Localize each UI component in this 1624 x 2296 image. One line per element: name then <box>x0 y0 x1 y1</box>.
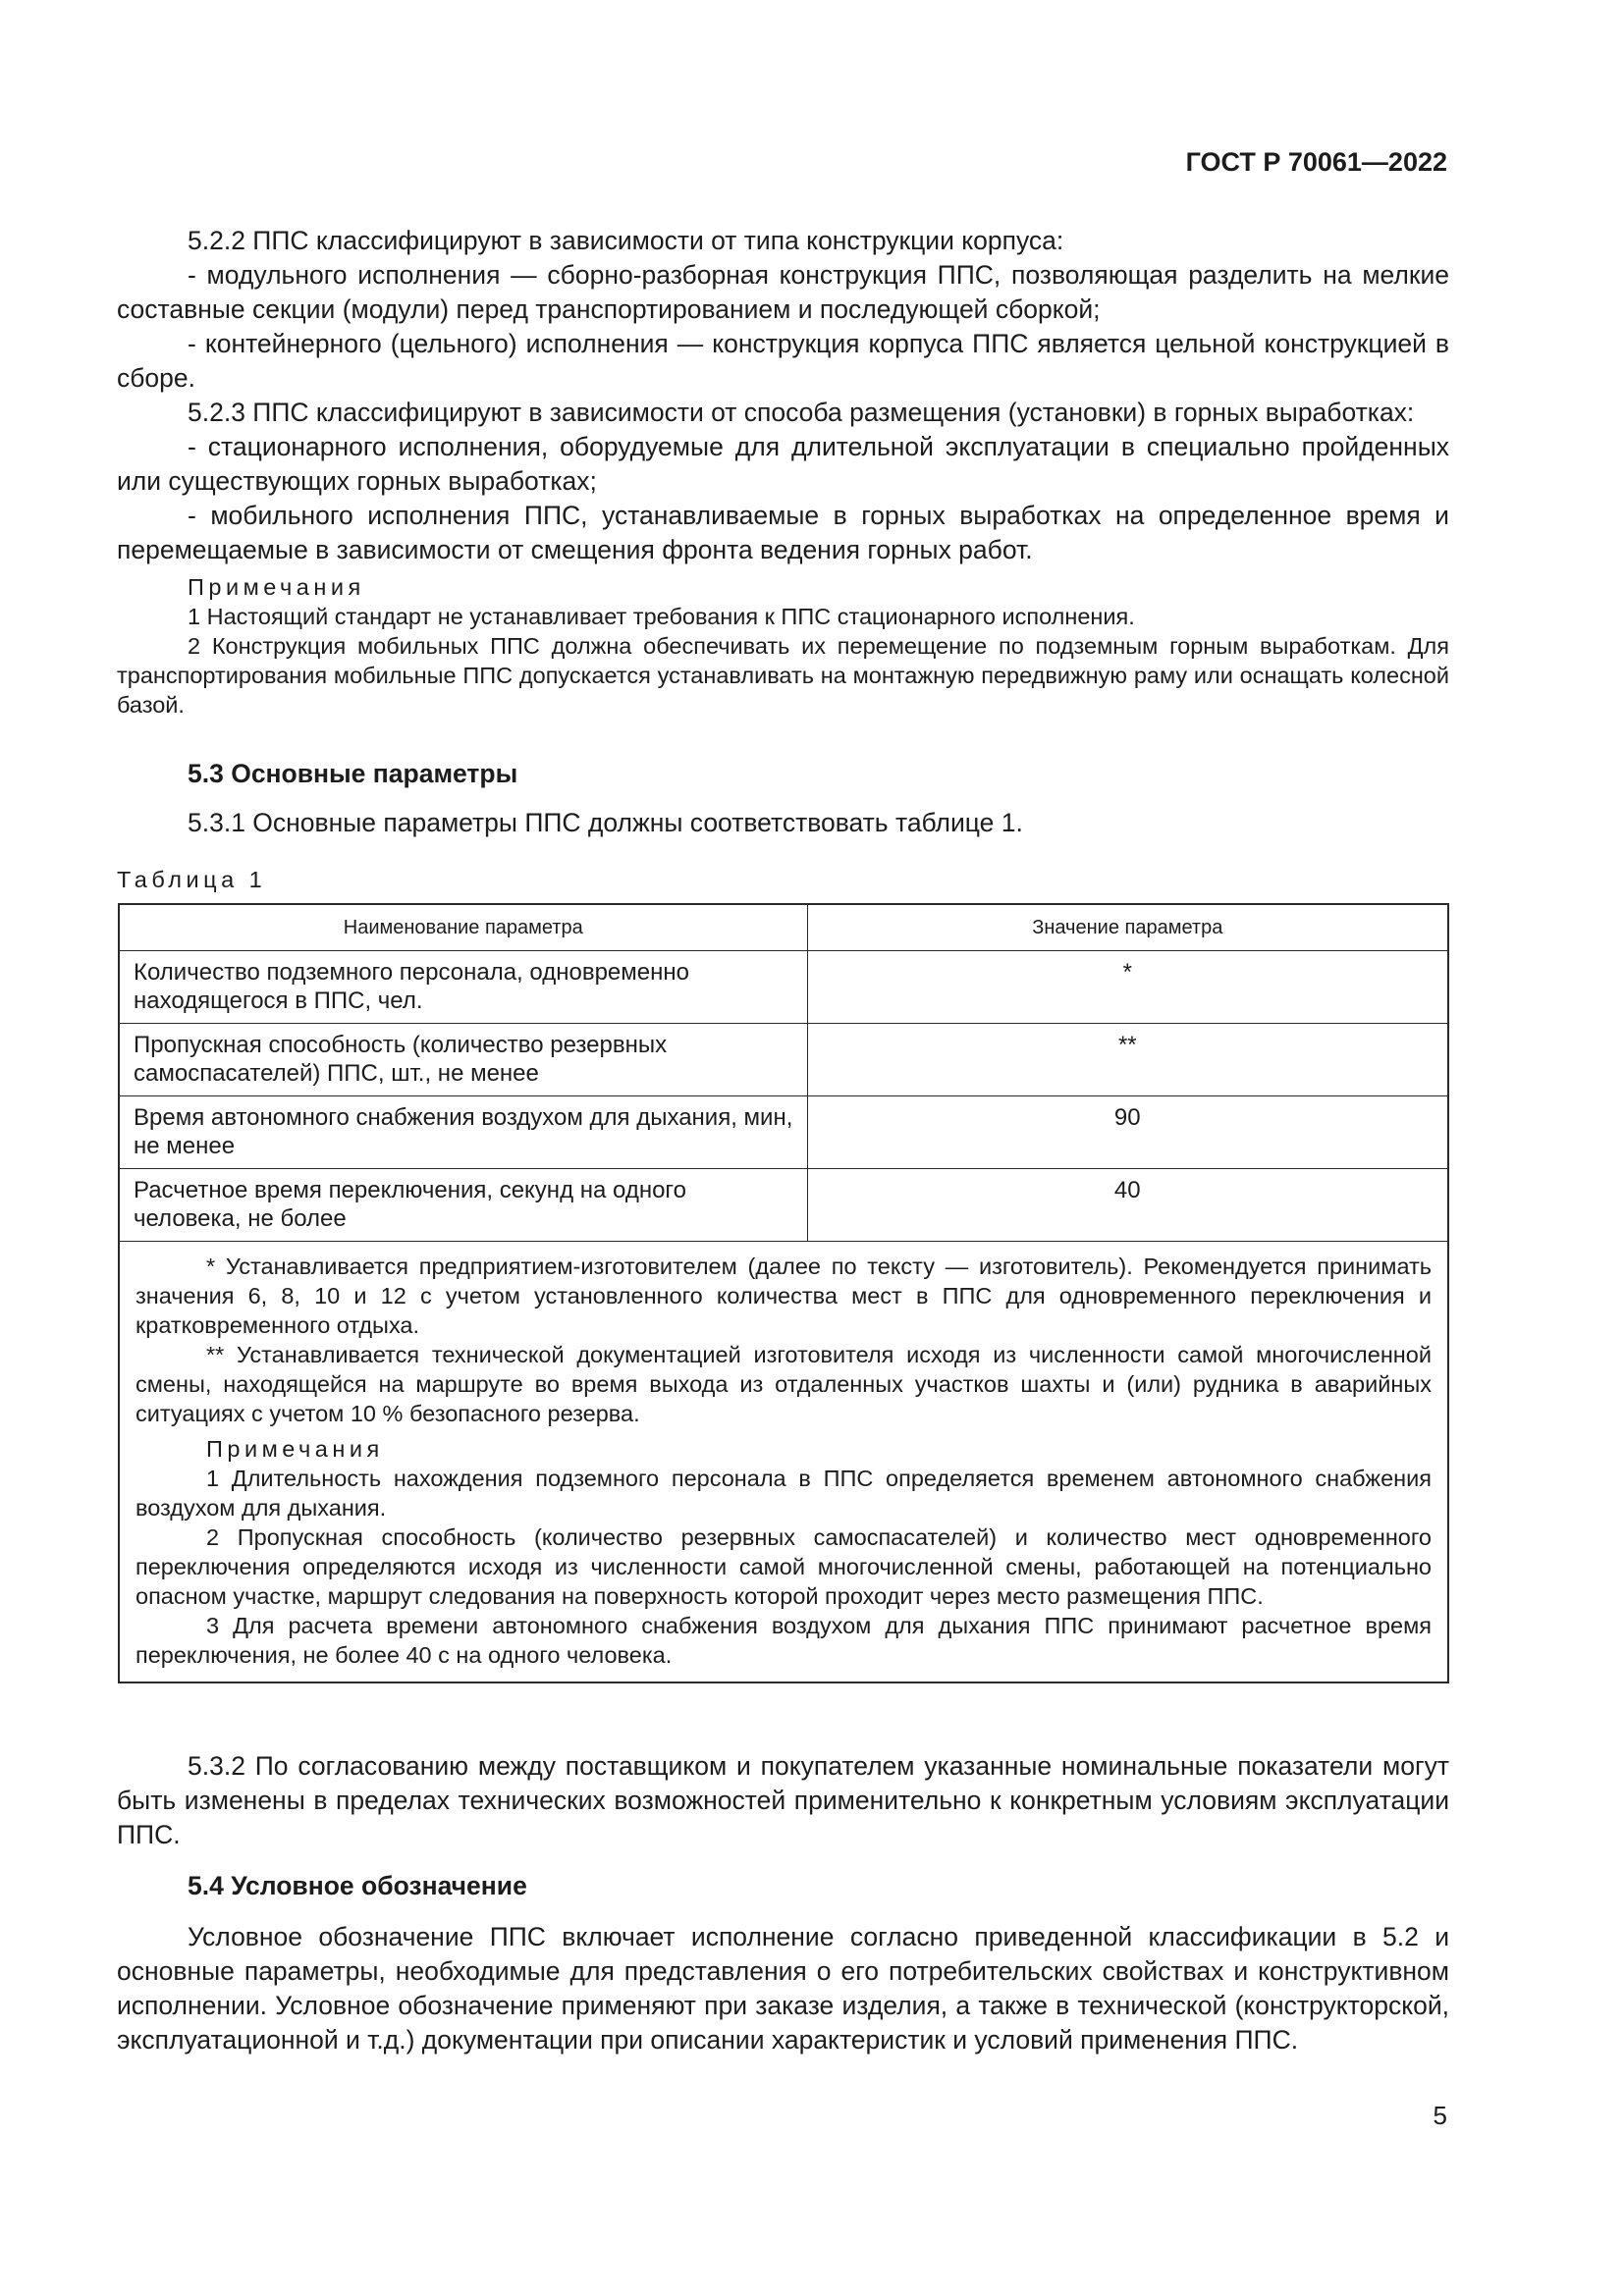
parameter-name-cell: Время автономного снабжения воздухом для дыхания, мин, не менее <box>119 1096 807 1169</box>
paragraph-5-2-3-intro: 5.2.3 ППС классифицируют в зависимости от способа размещения (установки) в горных выработках: <box>188 398 1415 427</box>
column-header-value: Значение параметра <box>807 904 1448 951</box>
parameter-value-cell: 90 <box>807 1096 1448 1169</box>
table-footnotes-cell <box>119 1242 1448 1683</box>
table-row <box>119 1096 1448 1169</box>
paragraph-5-2-2-intro: 5.2.2 ППС классифицируют в зависимости от типа конструкции корпуса: <box>188 226 1064 255</box>
section-5-4-heading <box>117 1869 1449 1903</box>
footnote-double-asterisk: ** Устанавливается технической документацией изготовителя исходя из численности самой многочисленной смены, находящейся на маршруте во время выхода из отдаленных участков шахты и (или) рудника в аварийных ситуациях с учетом 10 % безопасного резерва. <box>135 1342 1432 1426</box>
paragraph-5-3-1-block <box>117 806 1449 840</box>
paragraph-5-2-2-item-container: - контейнерного (цельного) исполнения — конструкция корпуса ППС является цельной конструкцией в сборе. <box>117 329 1449 393</box>
note-1: 1 Настоящий стандарт не устанавливает требования к ППС стационарного исполнения. <box>188 604 1135 629</box>
parameter-value-cell: ** <box>807 1024 1448 1096</box>
paragraph-5-3-2: 5.3.2 По согласованию между поставщиком и покупателем указанные номинальные показатели могут быть изменены в пределах технических возможностей применительно к конкретным условиям эксплуатации ППС. <box>117 1751 1449 1849</box>
table-caption <box>117 863 1449 897</box>
section-5-3-heading <box>117 757 1449 791</box>
parameter-name-cell: Расчетное время переключения, секунд на одного человека, не более <box>119 1169 807 1242</box>
table-note-1: 1 Длительность нахождения подземного персонала в ППС определяется временем автономного снабжения воздухом для дыхания. <box>135 1466 1432 1521</box>
parameter-value-cell: * <box>807 951 1448 1024</box>
paragraph-5-2-3-item-stationary: - стационарного исполнения, оборудуемые для длительной эксплуатации в специально пройденных или существующих горных выработках; <box>117 432 1449 496</box>
paragraph-5-4: Условное обозначение ППС включает исполнение согласно приведенной классификации в 5.2 и основные параметры, необходимые для представления о его потребительских свойствах и конструктивном исполнении. Условное обозначение применяют при заказе изделия, а также в технической (конструкторской, эксплуатационной и т.д.) документации при описании характеристик и условий применения ППС. <box>117 1922 1449 2055</box>
notes-block-1 <box>117 572 1449 720</box>
note-2: 2 Конструкция мобильных ППС должна обеспечивать их перемещение по подземным горным выработкам. Для транспортирования мобильные ППС допускается устанавливать на монтажную передвижную раму или оснащать колесной базой. <box>117 633 1449 718</box>
table-note-3: 3 Для расчета времени автономного снабжения воздухом для дыхания ППС принимают расчетное время переключения, не более 40 с на одного человека. <box>135 1613 1432 1668</box>
table-header-row <box>119 904 1448 951</box>
parameter-value-cell: 40 <box>807 1169 1448 1242</box>
paragraph-5-3-2-block <box>117 1749 1449 1852</box>
document-id-header: ГОСТ Р 70061—2022 <box>1185 147 1447 177</box>
table-caption-text: Таблица 1 <box>117 867 267 892</box>
table-row <box>119 1024 1448 1096</box>
table-notes-title: Примечания <box>206 1436 384 1462</box>
table-row <box>119 1169 1448 1242</box>
table-note-2: 2 Пропускная способность (количество резервных самоспасателей) и количество мест одновременного переключения определяются исходя из численности самой многочисленной смены, работающей на потенциально опасном участке, маршрут следования на поверхность которой проходит через место размещения ППС. <box>135 1524 1432 1609</box>
paragraph-5-2-2-item-modular: - модульного исполнения — сборно-разборная конструкция ППС, позволяющая разделить на мелкие составные секции (модули) перед транспортированием и последующей сборкой; <box>117 260 1449 324</box>
notes-title: Примечания <box>188 574 365 600</box>
section-5-4-body <box>117 1920 1449 2057</box>
table-footnotes-row <box>119 1242 1448 1683</box>
section-5-4-heading-text: 5.4 Условное обозначение <box>188 1871 527 1900</box>
parameter-name-cell: Количество подземного персонала, одновременно находящегося в ППС, чел. <box>119 951 807 1024</box>
page-number: 5 <box>1433 2101 1447 2130</box>
parameter-name-cell: Пропускная способность (количество резервных самоспасателей) ППС, шт., не менее <box>119 1024 807 1096</box>
paragraph-5-2-3-item-mobile: - мобильного исполнения ППС, устанавливаемые в горных выработках на определенное время и перемещаемые в зависимости от смещения фронта ведения горных работ. <box>117 501 1449 564</box>
parameters-table <box>118 903 1449 1683</box>
paragraph-5-3-1: 5.3.1 Основные параметры ППС должны соответствовать таблице 1. <box>188 808 1023 837</box>
footnote-single-asterisk: * Устанавливается предприятием-изготовителем (далее по тексту — изготовитель). Рекомендуется принимать значения 6, 8, 10 и 12 с учетом установленного количества мест в ППС для одновременного переключения и кратковременного отдыха. <box>135 1254 1432 1338</box>
table-row <box>119 951 1448 1024</box>
section-5-3-heading-text: 5.3 Основные параметры <box>188 759 518 788</box>
section-5-2-block <box>117 224 1449 567</box>
column-header-name: Наименование параметра <box>119 904 807 951</box>
